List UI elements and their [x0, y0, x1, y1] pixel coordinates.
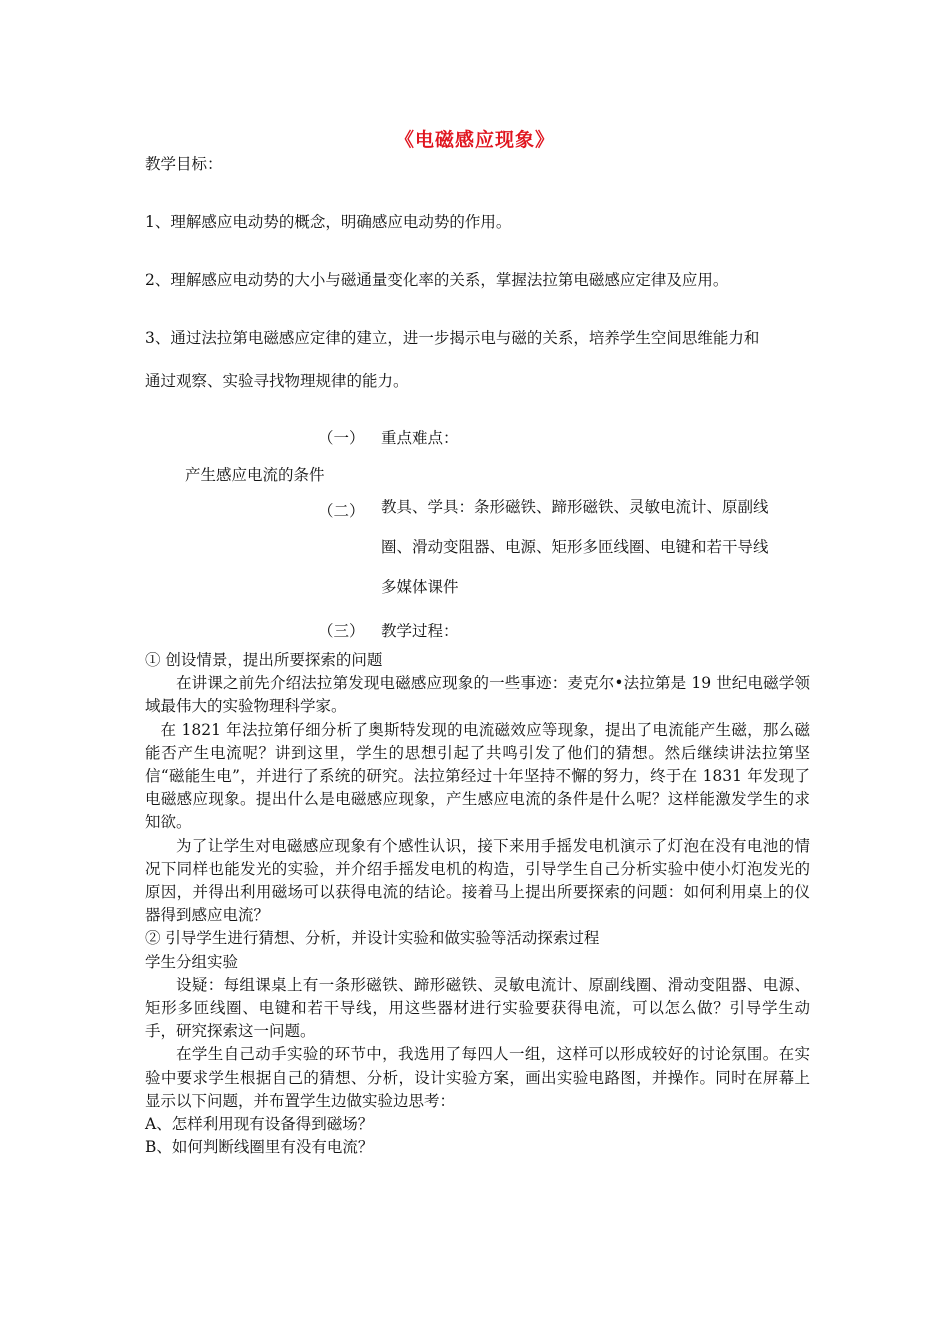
paragraph-1: 在讲课之前先介绍法拉第发现电磁感应现象的一些事迹：麦克尔•法拉第是 19 世纪电磁学领域最伟大的实验物理科学家。 [145, 674, 810, 716]
document-title: 《电磁感应现象》 [394, 129, 555, 151]
question-a: A、怎样利用现有设备得到磁场？ [145, 1115, 374, 1134]
section-2-line-1: 教具、学具：条形磁铁、蹄形磁铁、灵敏电流计、原副线 [381, 498, 769, 516]
objectives-heading: 教学目标： [145, 155, 223, 173]
objective-item-3: 3、通过法拉第电磁感应定律的建立，进一步揭示电与磁的关系，培养学生空间思维能力和 [145, 329, 760, 347]
step-2-heading: ② 引导学生进行猜想、分析，并设计实验和做实验等活动探索过程 [145, 929, 600, 948]
step-1-heading: ① 创设情景，提出所要探索的问题 [145, 651, 383, 669]
section-2-label: （二） [318, 502, 365, 520]
paragraph-2: 在 1821 年法拉第仔细分析了奥斯特发现的电流磁效应等现象，提出了电流能产生磁，那么磁能否产生电流呢？讲到这里，学生的思想引起了共鸣引发了他们的猜想。然后继续讲法拉第坚信“磁能生电”，并进行了系统的研究。法拉第经过十年坚持不懈的努力，终于在 1831 年发现了电磁感应现象。提出什么是电磁感应现象，产生感应电流的条件是什么呢？这样能激发学生的求知欲。 [145, 720, 810, 832]
paragraph-3: 为了让学生对电磁感应现象有个感性认识，接下来用手摇发电机演示了灯泡在没有电池的情况下同样也能发光的实验，并介绍手摇发电机的构造，引导学生自己分析实验中使小灯泡发光的原因，并得出利用磁场可以获得电流的结论。接着马上提出所要探索的问题：如何利用桌上的仪器得到感应电流？ [145, 836, 810, 925]
section-1-label: （一） [318, 429, 365, 447]
objective-item-2: 2、理解感应电动势的大小与磁通量变化率的关系，掌握法拉第电磁感应定律及应用。 [145, 271, 729, 289]
group-experiment-heading: 学生分组实验 [145, 952, 239, 971]
section-2-line-3: 多媒体课件 [381, 578, 459, 596]
question-b: B、如何判断线圈里有没有电流？ [145, 1138, 374, 1157]
section-2-line-2: 圈、滑动变阻器、电源、矩形多匝线圈、电键和若干导线 [381, 538, 769, 556]
teaching-process [145, 649, 810, 1159]
paragraph-4: 设疑：每组课桌上有一条形磁铁、蹄形磁铁、灵敏电流计、原副线圈、滑动变阻器、电源、矩形多匝线圈、电键和若干导线，用这些器材进行实验要获得电流，可以怎么做？引导学生动手，研究探索这一问题。 [145, 975, 810, 1041]
paragraph-5: 在学生自己动手实验的环节中，我选用了每四人一组，这样可以形成较好的讨论氛围。在实验中要求学生根据自己的猜想、分析，设计实验方案，画出实验电路图，并操作。同时在屏幕上显示以下问题，并布置学生边做实验边思考： [145, 1045, 810, 1110]
section-3-label: （三） [318, 622, 365, 640]
section-2-content [381, 487, 811, 607]
section-1-heading: 重点难点： [381, 429, 459, 447]
section-3-heading: 教学过程： [381, 622, 459, 640]
objective-item-1: 1、理解感应电动势的概念，明确感应电动势的作用。 [145, 213, 512, 231]
section-1-content: 产生感应电流的条件 [185, 466, 325, 484]
objective-item-3-cont: 通过观察、实验寻找物理规律的能力。 [145, 372, 409, 390]
